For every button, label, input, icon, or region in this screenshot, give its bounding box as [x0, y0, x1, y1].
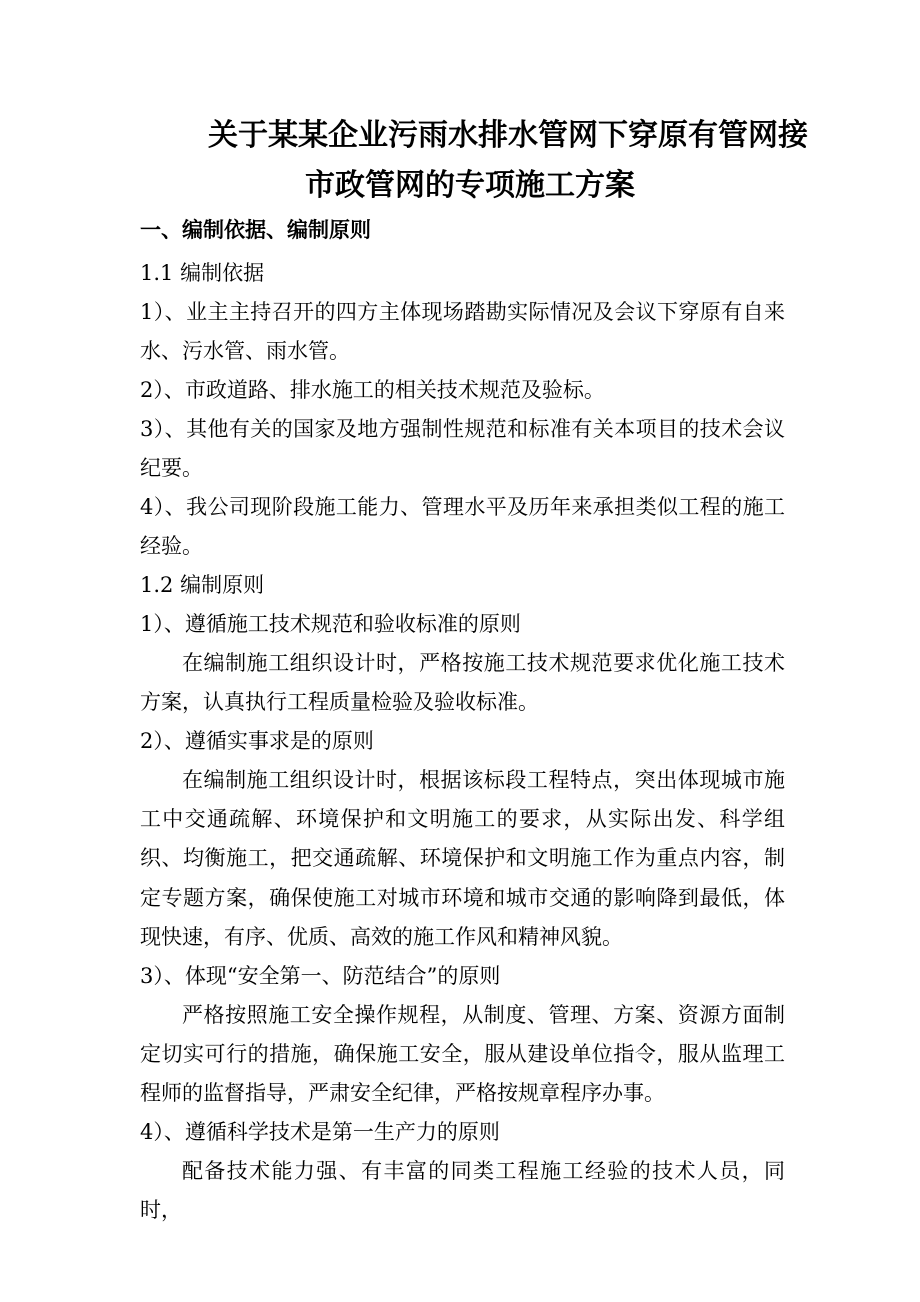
document-title-line-2: 市政管网的专项施工方案 [305, 168, 635, 203]
principle-2-title: 2）、遵循实事求是的原则 [140, 729, 374, 753]
basis-item-1: 1）、业主主持召开的四方主体现场踏勘实际情况及会议下穿原有自来水、污水管、雨水管。 [140, 300, 785, 364]
principle-1-title: 1）、遵循施工技术规范和验收标准的原则 [140, 612, 521, 636]
principle-2-body: 在编制施工组织设计时，根据该标段工程特点，突出体现城市施工中交通疏解、环境保护和文明施工的要求，从实际出发、科学组织、均衡施工，把交通疏解、环境保护和文明施工作为重点内容，制定专题方案，确保使施工对城市环境和城市交通的影响降到最低，体现快速，有序、优质、高效的施工作风和精神风貌。 [140, 768, 785, 949]
section-heading-basis-principles: 一、编制依据、编制原则 [140, 217, 371, 242]
basis-item-3: 3）、其他有关的国家及地方强制性规范和标准有关本项目的技术会议纪要。 [140, 417, 785, 481]
principle-3-title: 3）、体现“安全第一、防范结合”的原则 [140, 964, 501, 988]
basis-item-4: 4）、我公司现阶段施工能力、管理水平及历年来承担类似工程的施工经验。 [140, 495, 785, 559]
basis-item-2: 2）、市政道路、排水施工的相关技术规范及验标。 [140, 378, 605, 402]
document-title-line-1: 关于某某企业污雨水排水管网下穿原有管网接 [208, 118, 808, 153]
principle-3-body: 严格按照施工安全操作规程，从制度、管理、方案、资源方面制定切实可行的措施，确保施工安全，服从建设单位指令，服从监理工程师的监督指导，严肃安全纪律，严格按规章程序办事。 [140, 1003, 785, 1106]
principle-4-body: 配备技术能力强、有丰富的同类工程施工经验的技术人员，同时， [140, 1159, 785, 1223]
subheading-1-2-principles: 1.2 编制原则 [140, 573, 265, 597]
subheading-1-1-basis: 1.1 编制依据 [140, 261, 265, 285]
principle-1-body: 在编制施工组织设计时，严格按施工技术规范要求优化施工技术方案，认真执行工程质量检验及验收标准。 [140, 651, 785, 715]
principle-4-title: 4）、遵循科学技术是第一生产力的原则 [140, 1120, 500, 1144]
